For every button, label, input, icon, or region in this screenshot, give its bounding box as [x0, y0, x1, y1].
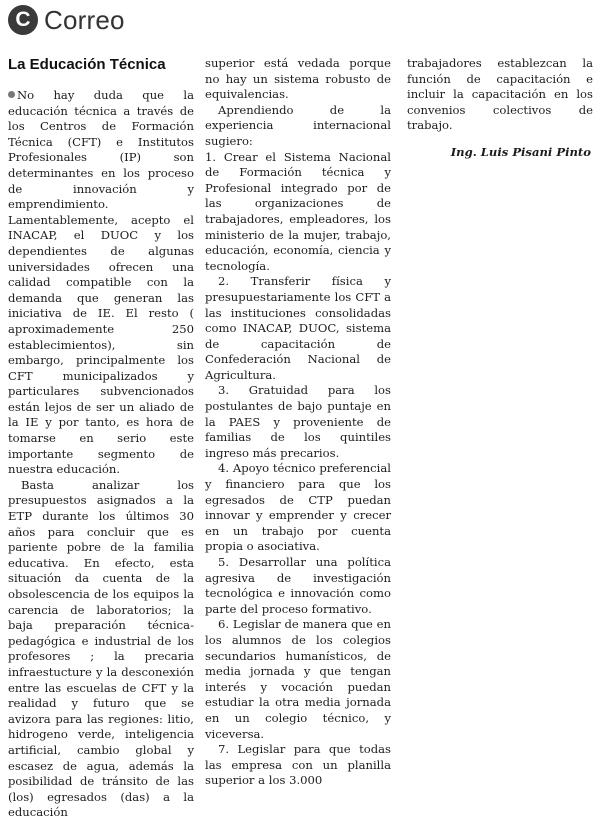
article-column-1 — [8, 88, 194, 820]
paragraph: Basta analizar los presupuestos asignados a la ETP durante los últimos 30 años para concluir que es pariente pobre de la familia educativa. En efecto, esta situación da cuenta de la obsolescencia de los equipos la carencia de laboratorios; la baja preparación técnica- pedagógica e industrial de los profesores ; la precaria infraestucture y la desconexión entre las escuelas de CFT y la realidad y futuro que se avizora para las regiones: litio, hidrogeno verde, inteligencia artificial, cambio global y escasez de agua, además la posibilidad de tránsito de las (los) egresados (das) a la educación — [8, 477, 194, 820]
article-column-3 — [407, 56, 593, 176]
list-item: 5. Desarrollar una política agresiva de investigación tecnológica e innovación como parte del proceso formativo. — [205, 555, 391, 616]
article-title: La Educación Técnica — [8, 56, 166, 73]
list-item: 3. Gratuidad para los postulantes de bajo puntaje en la PAES y proveniente de familias de los quintiles ingreso más precarios. — [205, 383, 391, 460]
paragraph — [8, 88, 194, 478]
article-column-2 — [205, 56, 391, 788]
list-item: 2. Transferir física y presupuestariamente los CFT a las instituciones consolidadas como INACAP, DUOC, sistema de capacitación de Confederación Nacional de Agricultura. — [205, 274, 391, 382]
section-logo-icon: C — [8, 5, 38, 35]
author-signature: Ing. Luis Pisani Pinto — [450, 144, 591, 159]
section-name: Correo — [44, 4, 125, 35]
paragraph-text: No hay duda que la educación técnica a través de los Centros de Formación Técnica (CFT) e Institutos Profesionales (IP) son determinantes en los proceso de innovación y emprendimiento. Lamentablemente, acepto el INACAP, el DUOC y los dependientes de algunas universidades ofrecen una calidad compatible con la demanda que generan las iniciativa de IE. El resto ( aproximademente 250 establecimientos), sin embargo, principalmente los CFT municipalizados y particulares subvencionados están lejos de ser un aliado de la IE y por tanto, es hora de tomarse en serio este importante segmento de nuestra educación. — [8, 88, 194, 477]
bullet-icon — [8, 91, 15, 98]
list-item: 6. Legislar de manera que en los alumnos de los colegios secundarios humanísticos, de media jornada y que tengan interés y vocación puedan estudiar la otra media jornada en un colegio técnico, y viceversa. — [205, 617, 391, 741]
paragraph: superior está vedada porque no hay un sistema robusto de equivalencias. — [205, 56, 391, 102]
list-item: 7. Legislar para que todas las empresa con un planilla superior a los 3.000 — [205, 742, 391, 788]
section-header — [8, 3, 125, 37]
paragraph: Aprendiendo de la experiencia internacional sugiero: — [205, 102, 391, 148]
list-item: 1. Crear el Sistema Nacional de Formación técnica y Profesional integrado por de las organizaciones de trabajadores, empleadores, los ministerio de la mujer, trabajo, educación, economía, ciencia y tecnología. — [205, 149, 391, 273]
paragraph: trabajadores establezcan la función de capacitación e incluir la capacitación en los convenios colectivos de trabajo. — [407, 56, 593, 133]
list-item: 4. Apoyo técnico preferencial y financiero para que los egresados de CTP puedan innovar y emprender y crecer en un trabajo por cuenta propia o asociativa. — [205, 461, 391, 554]
